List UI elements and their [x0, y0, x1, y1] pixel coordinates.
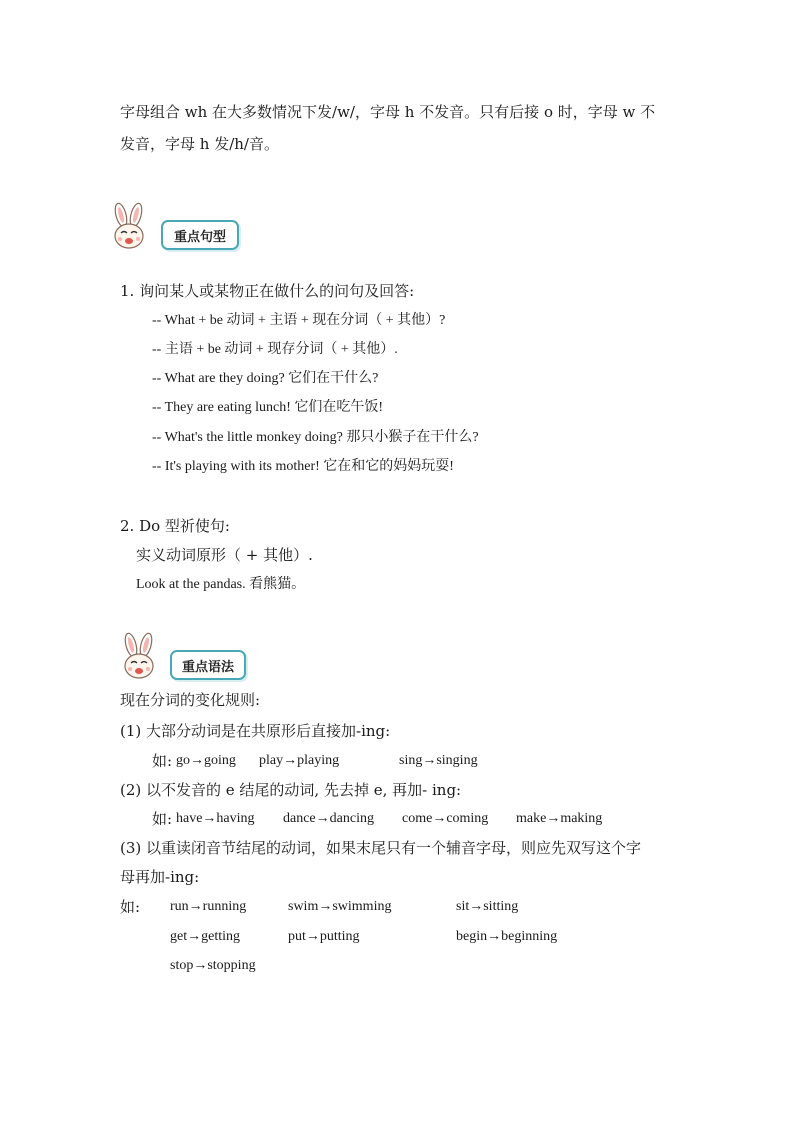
bunny-icon	[114, 632, 164, 682]
item2-line-2: Look at the pandas. 看熊猫。	[136, 577, 306, 592]
rule-3-example-label: 如:	[120, 898, 141, 916]
rule-2-example: come→coming	[402, 811, 489, 826]
section-tag-key-sentences: 重点句型	[161, 220, 239, 250]
rule-3-example: swim→swimming	[288, 899, 392, 914]
rule-1-example-label: 如:	[152, 752, 173, 770]
rule-3-example: begin→beginning	[456, 929, 558, 944]
item1-line-1: -- What + be 动词 + 主语 + 现在分词（ + 其他）?	[152, 313, 446, 328]
rule-2-example-label: 如:	[152, 810, 173, 828]
bunny-icon	[104, 202, 154, 252]
item1-line-2: -- 主语 + be 动词 + 现存分词（ + 其他）.	[152, 342, 398, 357]
item1-line-4: -- They are eating lunch! 它们在吃午饭!	[152, 400, 384, 415]
rule-3-example: sit→sitting	[456, 899, 519, 914]
rule-2: (2) 以不发音的 e 结尾的动词, 先去掉 e, 再加- ing:	[120, 781, 462, 799]
rule-2-example: dance→dancing	[283, 811, 374, 826]
item1-line-6: -- It's playing with its mother! 它在和它的妈妈玩耍!	[152, 459, 454, 474]
rule-1-example: go→going	[176, 753, 236, 768]
item2-title: 2. Do 型祈使句:	[120, 517, 230, 535]
rule-3-example: stop→stopping	[170, 958, 256, 973]
rule-1-example: sing→singing	[399, 753, 478, 768]
rule-2-example: make→making	[516, 811, 603, 826]
item1-title: 1. 询问某人或某物正在做什么的问句及回答:	[120, 282, 415, 300]
item1-line-5: -- What's the little monkey doing? 那只小猴子在干什么?	[152, 430, 479, 445]
rule-3-line-1: (3) 以重读闭音节结尾的动词，如果末尾只有一个辅音字母，则应先双写这个字	[120, 839, 642, 857]
rule-3-example: put→putting	[288, 929, 360, 944]
rule-3-example: get→getting	[170, 929, 240, 944]
rule-2-example: have→having	[176, 811, 255, 826]
rule-3-line-2: 母再加-ing:	[120, 868, 200, 886]
grammar-heading: 现在分词的变化规则:	[120, 691, 261, 709]
section-tag-key-grammar: 重点语法	[170, 650, 246, 680]
rule-1-example: play→playing	[259, 753, 340, 768]
intro-line-2: 发音，字母 h 发/h/音。	[120, 135, 279, 153]
item2-line-1: 实义动词原形（ + 其他）.	[136, 546, 313, 564]
rule-3-example: run→running	[170, 899, 247, 914]
intro-line-1: 字母组合 wh 在大多数情况下发/w/，字母 h 不发音。只有后接 o 时，字母 w 不	[120, 103, 656, 121]
rule-1: (1) 大部分动词是在共原形后直接加-ing:	[120, 722, 391, 740]
item1-line-3: -- What are they doing? 它们在干什么?	[152, 371, 379, 386]
